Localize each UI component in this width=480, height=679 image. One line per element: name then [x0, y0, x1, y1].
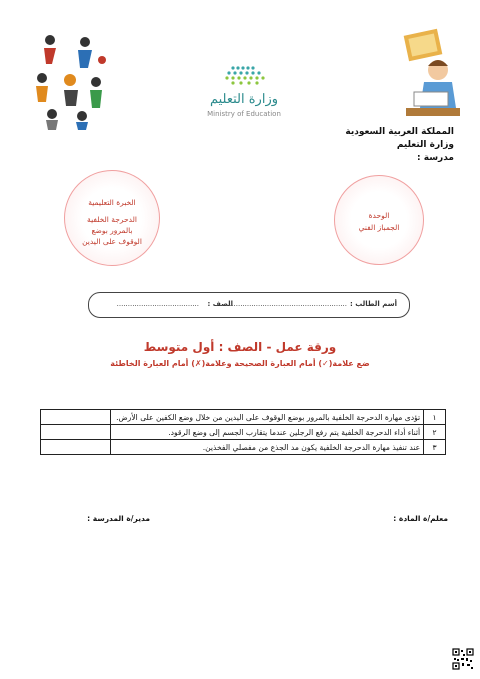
unit-label: الوحدة: [368, 211, 390, 220]
student-name-field[interactable]: ......................................................: [226, 300, 347, 308]
sports-figures-icon: [30, 30, 110, 130]
teacher-signature-label: معلم/ة المادة :: [393, 514, 448, 523]
qr-code-icon: [452, 648, 474, 670]
answer-cell[interactable]: [41, 440, 111, 455]
student-reading-icon: [400, 28, 464, 120]
question-text: تؤدى مهارة الدحرجة الخلفية بالمرور بوضع الوقوف على اليدين من خلال وضع الكفين على الأرض.: [111, 410, 424, 425]
worksheet-instruction: ضع علامة(✓) أمام العبارة الصحيحة وعلامة(✗) أمام العبارة الخاطئة: [110, 359, 370, 368]
question-number: ٢: [424, 425, 446, 440]
ministry-label: وزارة التعليم: [396, 140, 454, 150]
questions-table: [40, 409, 446, 455]
experience-line3: الوقوف على اليدين: [82, 237, 142, 246]
class-label: الصف :: [207, 300, 233, 308]
kingdom-label: المملكة العربية السعودية: [345, 127, 454, 137]
unit-circle: [334, 175, 424, 265]
table-row: [41, 425, 446, 440]
class-field[interactable]: .....................................: [116, 300, 199, 308]
school-label: مدرسة :: [417, 153, 454, 163]
student-name-label: أسم الطالب :: [350, 300, 397, 308]
question-number: ٣: [424, 440, 446, 455]
answer-cell[interactable]: [41, 410, 111, 425]
experience-line2: بالمرور بوضع: [91, 226, 133, 235]
learning-experience-circle: [64, 170, 160, 266]
experience-line1: الدحرجة الخلفية: [87, 215, 137, 224]
table-row: [41, 440, 446, 455]
question-text: أثناء أداء الدحرجة الخلفية يتم رفع الرجلين عندما يتقارب الجسم إلى وضع الرقود.: [111, 425, 424, 440]
logo-dots-icon: [193, 62, 293, 92]
logo-arabic-name: وزارة التعليم: [209, 92, 279, 107]
school-header: [345, 126, 454, 165]
answer-cell[interactable]: [41, 425, 111, 440]
table-row: [41, 410, 446, 425]
experience-label: الخبرة التعليمية: [88, 198, 136, 207]
ministry-logo: [193, 62, 293, 124]
question-text: عند تنفيذ مهارة الدحرجة الخلفية يكون مد الجذع من مفصلي الفخذين.: [111, 440, 424, 455]
question-number: ١: [424, 410, 446, 425]
unit-value: الجمباز الفني: [358, 223, 400, 232]
worksheet-title: ورقة عمل - الصف : أول متوسط: [143, 340, 337, 354]
principal-signature-label: مدير/ة المدرسة :: [87, 514, 150, 523]
student-info-box: [88, 292, 410, 318]
logo-english-name: Ministry of Education: [207, 110, 281, 118]
